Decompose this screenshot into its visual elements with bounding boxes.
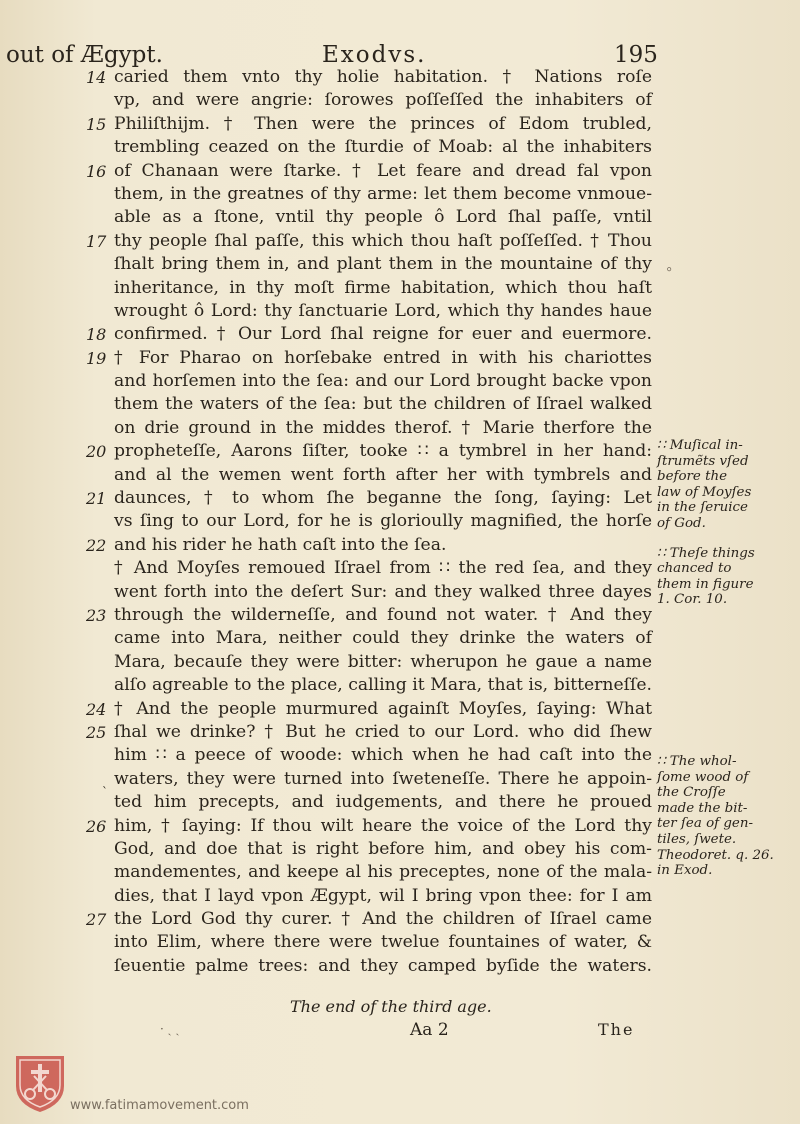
margin-note-line: ∷ Theſe things <box>657 545 755 561</box>
text-line <box>0 253 800 276</box>
margin-note-line: Theodoret. q. 26. <box>657 847 774 863</box>
ink-speck: ⸰ <box>666 263 673 276</box>
verse-text: on drie ground in the middes therof. † Marie therfore the <box>114 417 652 438</box>
verse-number: 17 <box>86 231 107 251</box>
verse-text: waters, they were turned into ſweteneſſe. There he appoin- <box>114 768 652 789</box>
text-line <box>0 66 800 89</box>
margin-note-line: the Croſſe <box>657 785 726 801</box>
verse-text: wrought ô Lord: thy ſanctuarie Lord, which thy handes haue <box>114 300 652 321</box>
verse-text: mandementes, and keepe al his preceptes, none of the mala- <box>114 862 652 883</box>
verse-text: alſo agreable to the place, calling it Mara, that is, bitterneſſe. <box>114 675 652 696</box>
text-line <box>0 206 800 229</box>
margin-note-line: 1. Cor. 10. <box>657 592 728 608</box>
margin-note-line: ſtrumẽts vſed <box>657 453 749 469</box>
verse-number: 23 <box>86 605 107 625</box>
verse-text: confirmed. † Our Lord ſhal reigne for euer and euermore. <box>114 324 652 345</box>
verse-text: them the waters of the ſea: but the children of Iſrael walked <box>114 394 652 415</box>
verse-text: able as a ſtone, vntil thy people ô Lord ſhal paſſe, vntil <box>114 207 652 228</box>
verse-text: and al the wemen went forth after her with tymbrels and <box>114 464 652 485</box>
text-line <box>0 931 800 954</box>
verse-number: 18 <box>86 325 107 345</box>
running-head-left: out of Ægypt. <box>6 42 163 68</box>
margin-note-line: of God. <box>657 515 706 531</box>
text-line <box>0 885 800 908</box>
margin-note-line: ſome wood of <box>657 769 749 785</box>
verse-text: through the wilderneſſe, and found not water. † And they <box>114 604 652 625</box>
verse-text: † And the people murmured againſt Moyſes, ſaying: What <box>114 698 652 719</box>
margin-note-line: tiles, ſwete. <box>657 831 737 847</box>
catchword: The <box>598 1020 635 1039</box>
text-line <box>0 370 800 393</box>
verse-text: trembling ceazed on the ſturdie of Moab: al the inhabiters <box>114 137 652 158</box>
text-line <box>0 277 800 300</box>
ink-tick: ˋ <box>102 785 108 799</box>
verse-text: and his rider he hath caſt into the ſea. <box>114 534 447 555</box>
page-number: 195 <box>614 42 658 68</box>
text-line <box>0 230 800 253</box>
verse-text: ſhal we drinke? † But he cried to our Lord. who did ſhew <box>114 721 652 742</box>
margin-notes <box>657 438 797 879</box>
keys-cross-shield-icon <box>12 1052 68 1114</box>
verse-text: of Chanaan were ſtarke. † Let feare and dread fal vpon <box>114 160 652 181</box>
margin-note-line: ter ſea of gen- <box>657 816 754 832</box>
verse-number: 15 <box>86 114 107 134</box>
margin-note-line: law of Moyſes <box>657 484 752 500</box>
margin-note-line: ∷ The whol- <box>657 753 737 769</box>
margin-note-line: in Exod. <box>657 863 713 879</box>
verse-text: † And Moyſes remoued Iſrael from ∷ the red ſea, and they <box>114 558 652 579</box>
verse-text: propheteſſe, Aarons ſiſter, tooke ∷ a tymbrel in her hand: <box>114 441 652 462</box>
verse-text: daunces, † to whom ſhe beganne the ſong, ſaying: Let <box>114 488 652 509</box>
text-line <box>0 183 800 206</box>
margin-note-line: chanced to <box>657 561 732 577</box>
end-of-age-note: The end of the third age. <box>290 997 492 1016</box>
running-head-title: Exodvs. <box>322 42 427 68</box>
verse-text: went forth into the deſert Sur: and they walked three dayes <box>114 581 652 602</box>
text-line <box>0 160 800 183</box>
verse-text: the Lord God thy curer. † And the children of Iſrael came <box>114 909 652 930</box>
verse-number: 25 <box>86 722 107 742</box>
verse-text: Philiſthijm. † Then were the princes of Edom trubled, <box>114 113 652 134</box>
text-line <box>0 908 800 931</box>
margin-note-line: in the ſeruice <box>657 500 748 516</box>
verse-number: 26 <box>86 816 107 836</box>
text-line <box>0 323 800 346</box>
verse-number: 20 <box>86 442 107 462</box>
verse-text: caried them vnto thy holie habitation. † Nations roſe <box>114 67 652 87</box>
text-line <box>0 89 800 112</box>
verse-text: him, † ſaying: If thou wilt heare the voice of the Lord thy <box>114 815 652 836</box>
verse-number: 24 <box>86 699 107 719</box>
text-line <box>0 136 800 159</box>
verse-text: ſeuentie palme trees: and they camped byſide the waters. <box>114 955 652 976</box>
ink-specks: · ˏ ˏ <box>160 1022 180 1036</box>
text-line <box>0 417 800 440</box>
verse-number: 19 <box>86 348 107 368</box>
verse-text: vs ſing to our Lord, for he is glorioully magnified, the horſe <box>114 511 652 532</box>
margin-note-line: made the bit- <box>657 800 748 816</box>
verse-number: 27 <box>86 910 107 930</box>
verse-text: thy people ſhal paſſe, this which thou haſt poſſeſſed. † Thou <box>114 230 652 251</box>
verse-text: God, and doe that is right before him, and obey his com- <box>114 838 652 859</box>
verse-number: 14 <box>86 68 107 87</box>
signature-mark: Aa 2 <box>410 1020 449 1040</box>
verse-text: inheritance, in thy moſt firme habitation, which thou haſt <box>114 277 652 298</box>
text-line <box>0 347 800 370</box>
margin-note-line: ∷ Muſical in- <box>657 438 743 453</box>
verse-text: them, in the greatnes of thy arme: let them become vnmoue- <box>114 183 652 204</box>
verse-number: 16 <box>86 161 107 181</box>
text-line <box>0 113 800 136</box>
verse-text: dies, that I layd vpon Ægypt, wil I bring vpon thee: for I am <box>114 885 652 906</box>
text-line <box>0 393 800 416</box>
verse-text: Mara, becauſe they were bitter: wherupon he gaue a name <box>114 651 652 672</box>
text-line <box>0 300 800 323</box>
verse-text: † For Pharao on horſebake entred in with his chariottes <box>114 347 652 368</box>
verse-text: came into Mara, neither could they drinke the waters of <box>114 628 652 649</box>
verse-text: him ∷ a peece of woode: which when he had caſt into the <box>114 745 652 766</box>
verse-text: ted him precepts, and iudgements, and there he proued <box>114 792 652 813</box>
verse-number: 21 <box>86 489 107 509</box>
margin-note-line: them in figure <box>657 576 754 592</box>
verse-text: ſhalt bring them in, and plant them in the mountaine of thy <box>114 254 652 275</box>
text-line <box>0 955 800 978</box>
footer-url[interactable]: www.fatimamovement.com <box>70 1098 249 1113</box>
verse-text: vp, and were angrie: ſorowes poſſeſſed the inhabiters of <box>114 90 652 111</box>
margin-note-line: before the <box>657 469 728 485</box>
verse-text: into Elim, where there were twelue fountaines of water, & <box>114 932 652 953</box>
verse-text: and horſemen into the ſea: and our Lord brought backe vpon <box>114 371 652 392</box>
verse-number: 22 <box>86 535 107 555</box>
